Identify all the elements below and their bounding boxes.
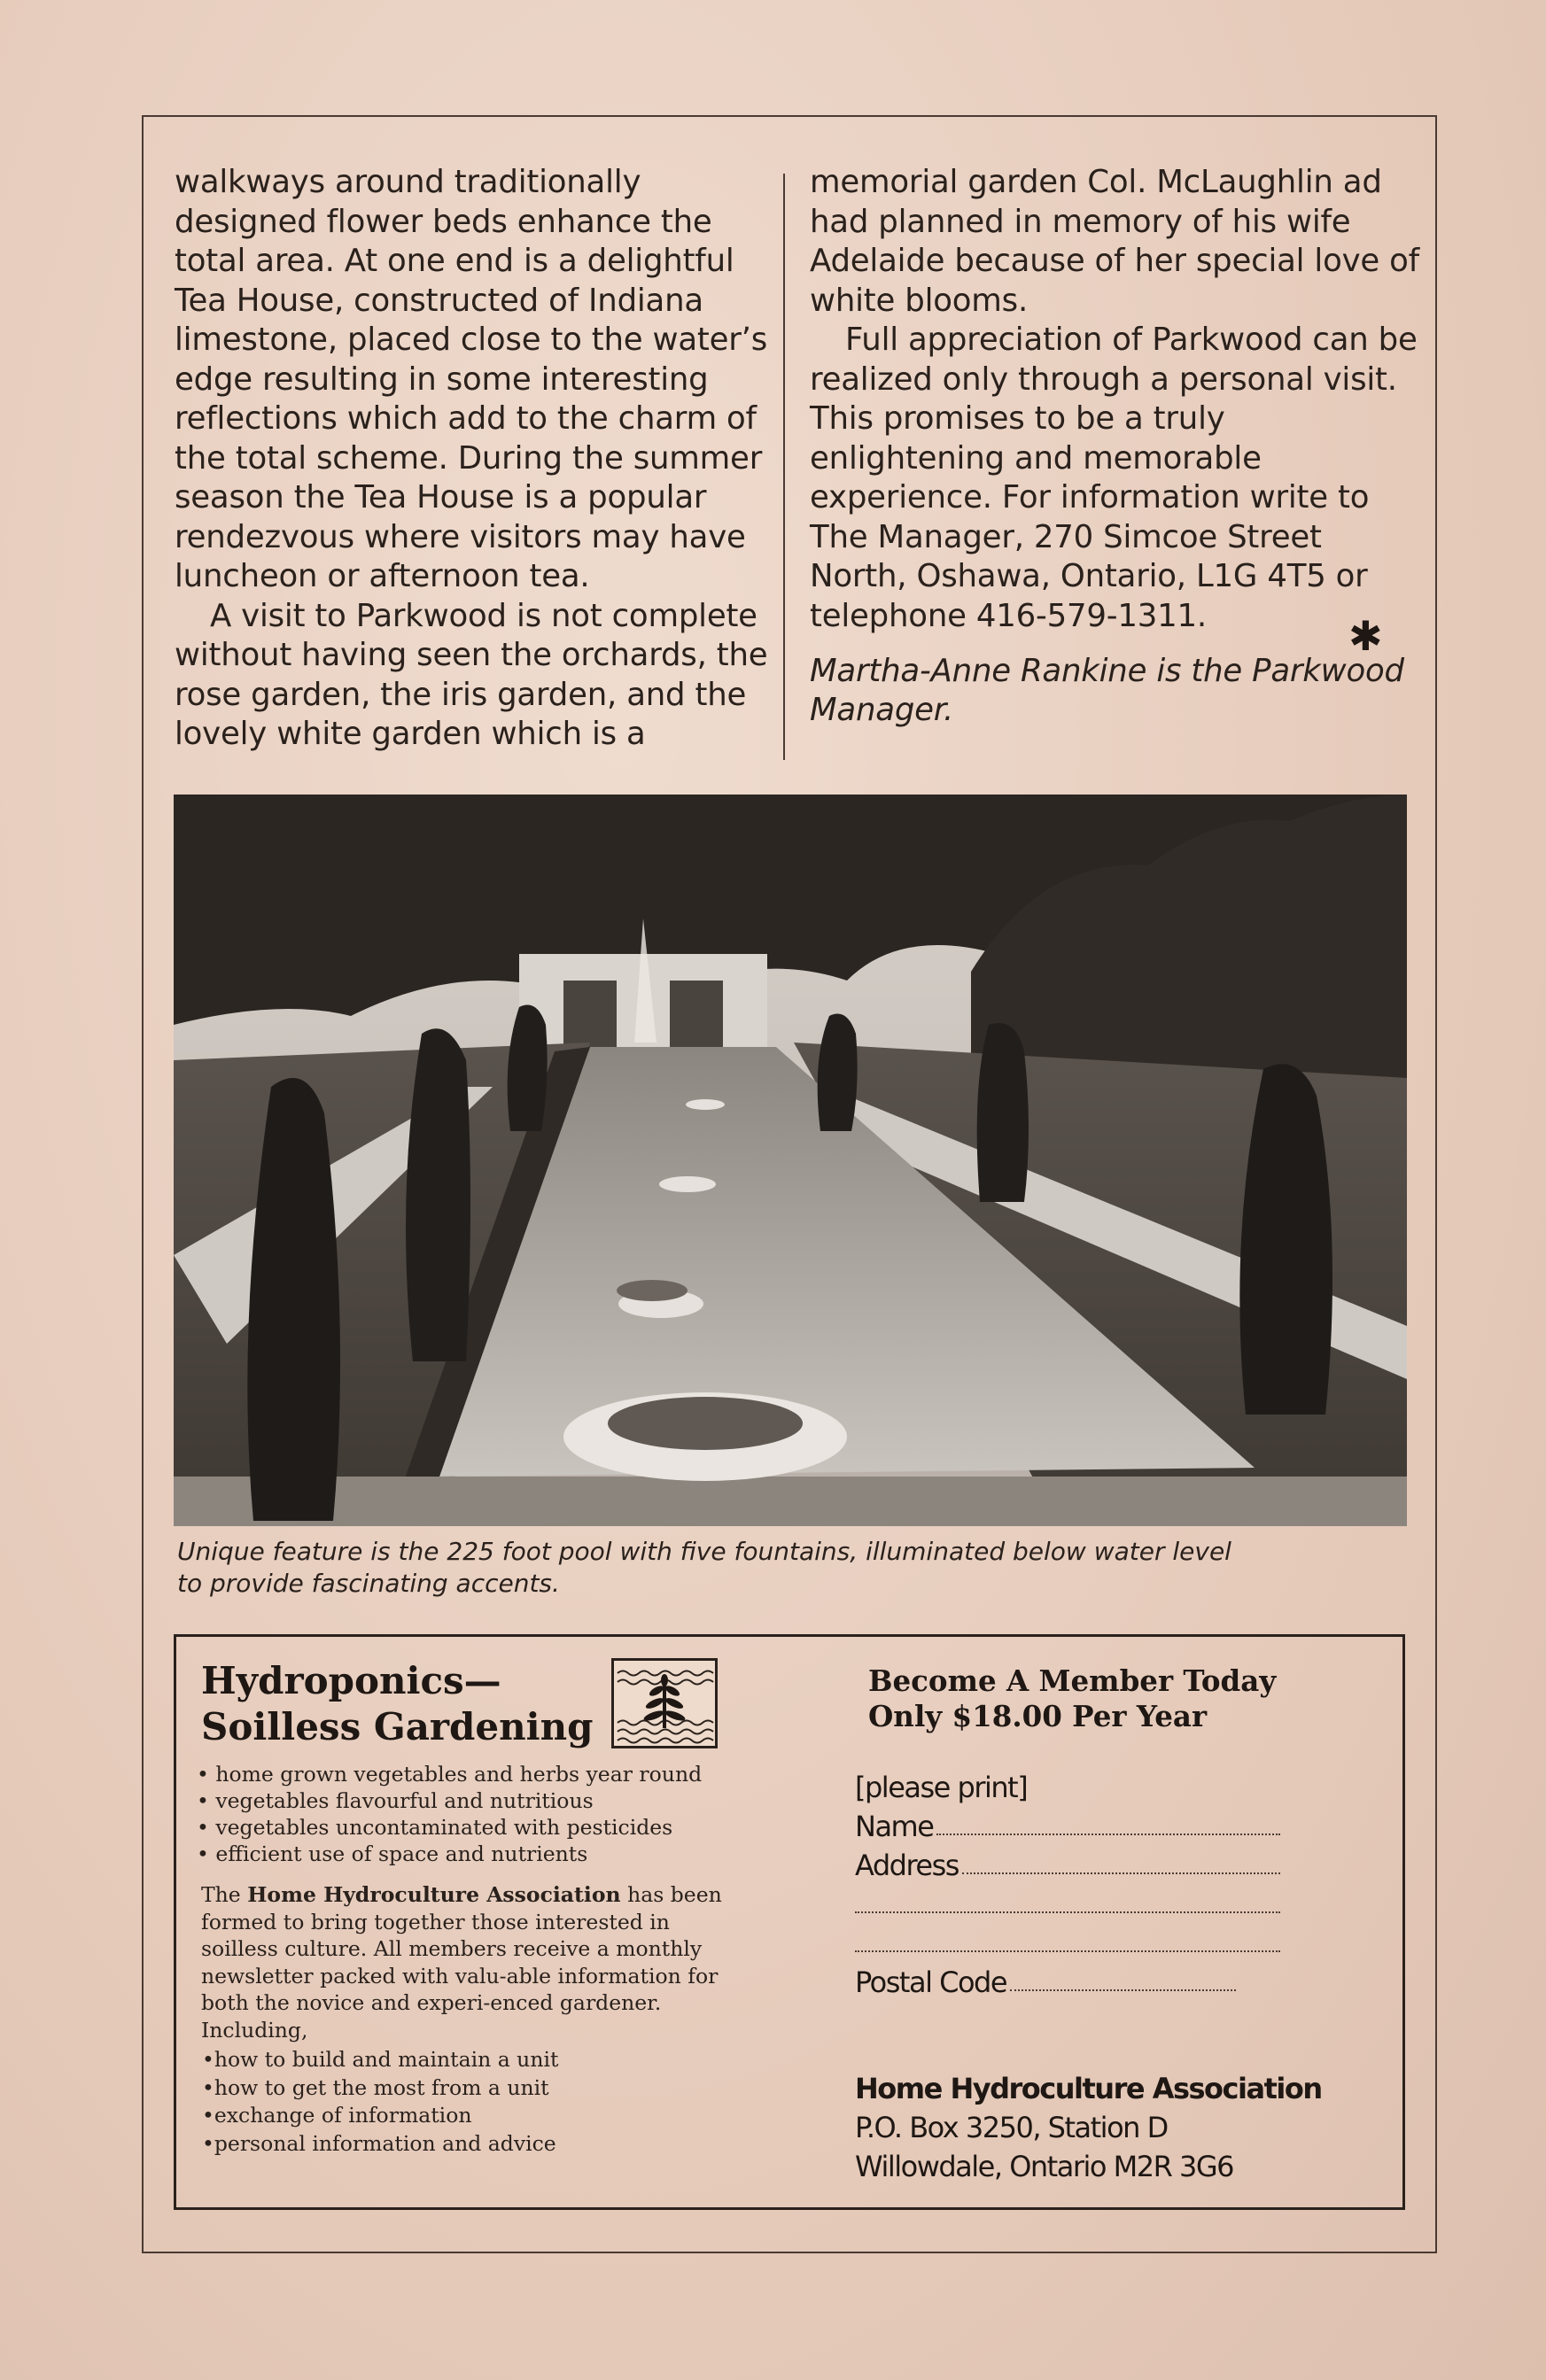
assoc-name: Home Hydroculture Association [247,1882,621,1907]
mailing-address [855,2069,1322,2186]
caption-line: to provide fascinating accents. [177,1569,560,1598]
address-blank[interactable] [855,1950,1280,1952]
ad-title-line: Soilless Gardening [201,1705,594,1748]
list-item: • personal information and advice [202,2130,742,2159]
column-divider [783,174,785,760]
list-item: • vegetables flavourful and nutritious [197,1787,764,1814]
end-mark-asterisk: ✱ [1348,612,1383,660]
list-item: • how to get the most from a unit [202,2074,742,2103]
name-blank[interactable] [936,1833,1280,1835]
article-paragraph: walkways around traditionally designed flower beds enhance the total area. At one end is a delightful Tea House, constructed of Indiana limestone, placed close to the water’s edge resulting in some interesting reflections which add to the charm of the total scheme. During the summer season the Tea House is a popular rendezvous where visitors may have luncheon or afternoon tea. [175,164,768,594]
benefit-list [197,1761,764,1867]
list-item: • vegetables uncontaminated with pesticides [197,1814,764,1841]
plant-icon [611,1658,718,1748]
address-field[interactable] [855,1842,1280,1881]
address-label: Address [855,1849,959,1882]
address-box: P.O. Box 3250, Station D [855,2111,1168,2144]
author-byline: Martha-Anne Rankine is the Parkwood Manager. [810,653,1404,728]
address-blank[interactable] [855,1911,1280,1913]
print-note [855,1764,1280,1803]
assoc-intro: The [201,1882,241,1907]
ad-title-line: Hydroponics— [201,1659,501,1702]
article-left-column [175,163,773,755]
membership-offer [868,1663,1276,1734]
article-paragraph: memorial garden Col. McLaughlin ad had planned in memory of his wife Adelaide because of her special love of white blooms. [810,164,1419,319]
includes-list [202,2046,742,2158]
address-line-2[interactable] [855,1881,1280,1920]
offer-line: Only $18.00 Per Year [868,1699,1208,1733]
offer-line: Become A Member Today [868,1663,1277,1698]
membership-form [855,1764,1280,1998]
address-line-3[interactable] [855,1920,1280,1959]
postal-code-field[interactable] [855,1959,1236,1998]
name-field[interactable] [855,1803,1280,1842]
association-description [201,1881,742,2043]
address-city: Willowdale, Ontario M2R 3G6 [855,2150,1234,2183]
caption-line: Unique feature is the 225 foot pool with five fountains, illuminated below water level [177,1537,1231,1566]
postal-blank[interactable] [1010,1989,1236,1991]
photo-caption [177,1536,1329,1600]
name-label: Name [855,1810,934,1843]
assoc-body: has been formed to bring together those interested in soilless culture. All members receive a monthly newsletter packed with valu-able information for both the novice and experi-enced gardener. Including, [201,1882,722,2043]
address-org: Home Hydroculture Association [855,2072,1322,2105]
list-item: • efficient use of space and nutrients [197,1841,764,1867]
print-note-text: [please print] [855,1771,1028,1804]
article-paragraph: Full appreciation of Parkwood can be realized only through a personal visit. This promises to be a truly enlightening and memorable experience. For information write to The Manager, 270 Simcoe Street North, Oshawa, Ontario, L1G 4T5 or telephone 416-579-1311. [810,322,1418,634]
list-item: • home grown vegetables and herbs year round [197,1761,764,1787]
postal-label: Postal Code [855,1965,1007,1999]
article-right-column [810,163,1421,730]
address-blank[interactable] [962,1872,1280,1874]
garden-pool-photo [174,795,1407,1526]
ad-title [201,1658,594,1750]
list-item: • exchange of information [202,2102,742,2130]
list-item: • how to build and maintain a unit [202,2046,742,2074]
article-paragraph: A visit to Parkwood is not complete without having seen the orchards, the rose garden, the iris garden, and the lovely white garden which is a [175,597,768,752]
